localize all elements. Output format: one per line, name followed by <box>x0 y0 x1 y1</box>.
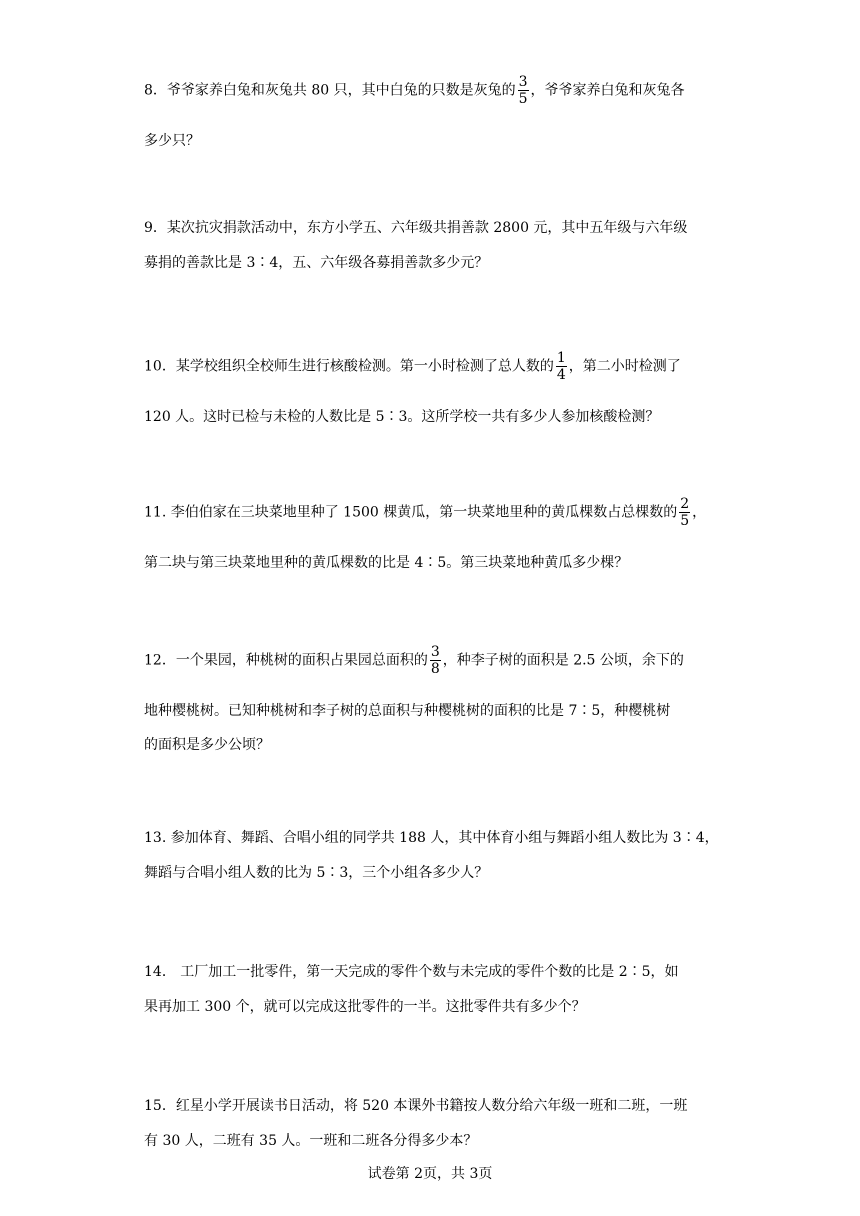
problem-text: 15．红星小学开展读书日活动，将 520 本课外书籍按人数分给六年级一班和二班，一班 <box>144 1098 688 1114</box>
fraction-denominator: 4 <box>556 367 566 383</box>
problem-line <box>144 131 724 151</box>
fraction-denominator: 5 <box>680 513 690 529</box>
problem-text: 募捐的善款比是 3∶4，五、六年级各募捐善款多少元？ <box>144 255 489 271</box>
problem-line <box>144 553 724 573</box>
problem-line <box>144 407 724 427</box>
problem-line <box>144 253 724 273</box>
problem-8 <box>144 74 724 151</box>
fraction <box>556 350 567 383</box>
problem-text: 14． 工厂加工一批零件，第一天完成的零件个数与未完成的零件个数的比是 2∶5，如 <box>144 964 679 980</box>
fraction <box>518 74 529 107</box>
fraction-denominator: 8 <box>430 661 440 677</box>
problem-text: 果再加工 300 个，就可以完成这批零件的一半。这批零件共有多少个？ <box>144 999 586 1015</box>
problem-14 <box>144 962 724 1017</box>
problem-9 <box>144 218 724 273</box>
problem-text: 的面积是多少公顷？ <box>144 737 270 753</box>
fraction-numerator: 2 <box>680 496 690 512</box>
problem-13 <box>144 828 724 883</box>
problem-line <box>144 863 724 883</box>
problem-text: 9．某次抗灾捐款活动中，东方小学五、六年级共捐善款 2800 元，其中五年级与六年级 <box>144 220 688 236</box>
problem-line <box>144 74 724 107</box>
problem-text: 12．一个果园，种桃树的面积占果园总面积的 <box>144 652 428 669</box>
problem-line <box>144 997 724 1017</box>
problem-text: ，爷爷家养白兔和灰兔各 <box>530 82 685 99</box>
problem-text: 13. 参加体育、舞蹈、合唱小组的同学共 188 人，其中体育小组与舞蹈小组人数比为 3∶4， <box>144 830 719 846</box>
page-footer: 试卷第 2页，共 3页 <box>367 1166 493 1182</box>
problem-line <box>144 350 724 383</box>
problem-line <box>144 962 724 982</box>
problem-text: 多少只？ <box>144 133 200 149</box>
problem-11 <box>144 496 724 573</box>
fraction <box>679 496 690 529</box>
fraction-numerator: 1 <box>556 350 566 366</box>
problem-text: ，第二小时检测了 <box>568 358 681 375</box>
fraction-numerator: 3 <box>430 644 440 660</box>
problem-10 <box>144 350 724 427</box>
problem-line <box>144 1131 724 1151</box>
problem-line <box>144 701 724 721</box>
problem-text: 120 人。这时已检与未检的人数比是 5∶3。这所学校一共有多少人参加核酸检测？ <box>144 409 660 425</box>
problem-15 <box>144 1096 724 1151</box>
problem-text: 11. 李伯伯家在三块菜地里种了 1500 棵黄瓜，第一块菜地里种的黄瓜棵数占总棵数的 <box>144 504 678 521</box>
problem-text: 有 30 人，二班有 35 人。一班和二班各分得多少本？ <box>144 1133 478 1149</box>
problem-text: 地种樱桃树。已知种桃树和李子树的总面积与种樱桃树的面积的比是 7∶5，种樱桃树 <box>144 703 671 719</box>
problem-text: 第二块与第三块菜地里种的黄瓜棵数的比是 4∶5。第三块菜地种黄瓜多少棵？ <box>144 555 629 571</box>
fraction-numerator: 3 <box>518 74 528 90</box>
problem-line <box>144 828 724 848</box>
problem-line <box>144 735 724 755</box>
problem-text: 8．爷爷家养白兔和灰兔共 80 只，其中白兔的只数是灰兔的 <box>144 82 516 99</box>
problem-line <box>144 644 724 677</box>
problem-text: ， <box>692 504 707 521</box>
problem-text: 舞蹈与合唱小组人数的比为 5∶3，三个小组各多少人？ <box>144 865 489 881</box>
problem-line <box>144 1096 724 1116</box>
problem-line <box>144 496 724 529</box>
fraction <box>430 644 441 677</box>
problem-line <box>144 218 724 238</box>
problem-text: 10．某学校组织全校师生进行核酸检测。第一小时检测了总人数的 <box>144 358 554 375</box>
problem-12 <box>144 644 724 755</box>
fraction-denominator: 5 <box>518 91 528 107</box>
problem-text: ，种李子树的面积是 2.5 公顷，余下的 <box>442 652 684 669</box>
